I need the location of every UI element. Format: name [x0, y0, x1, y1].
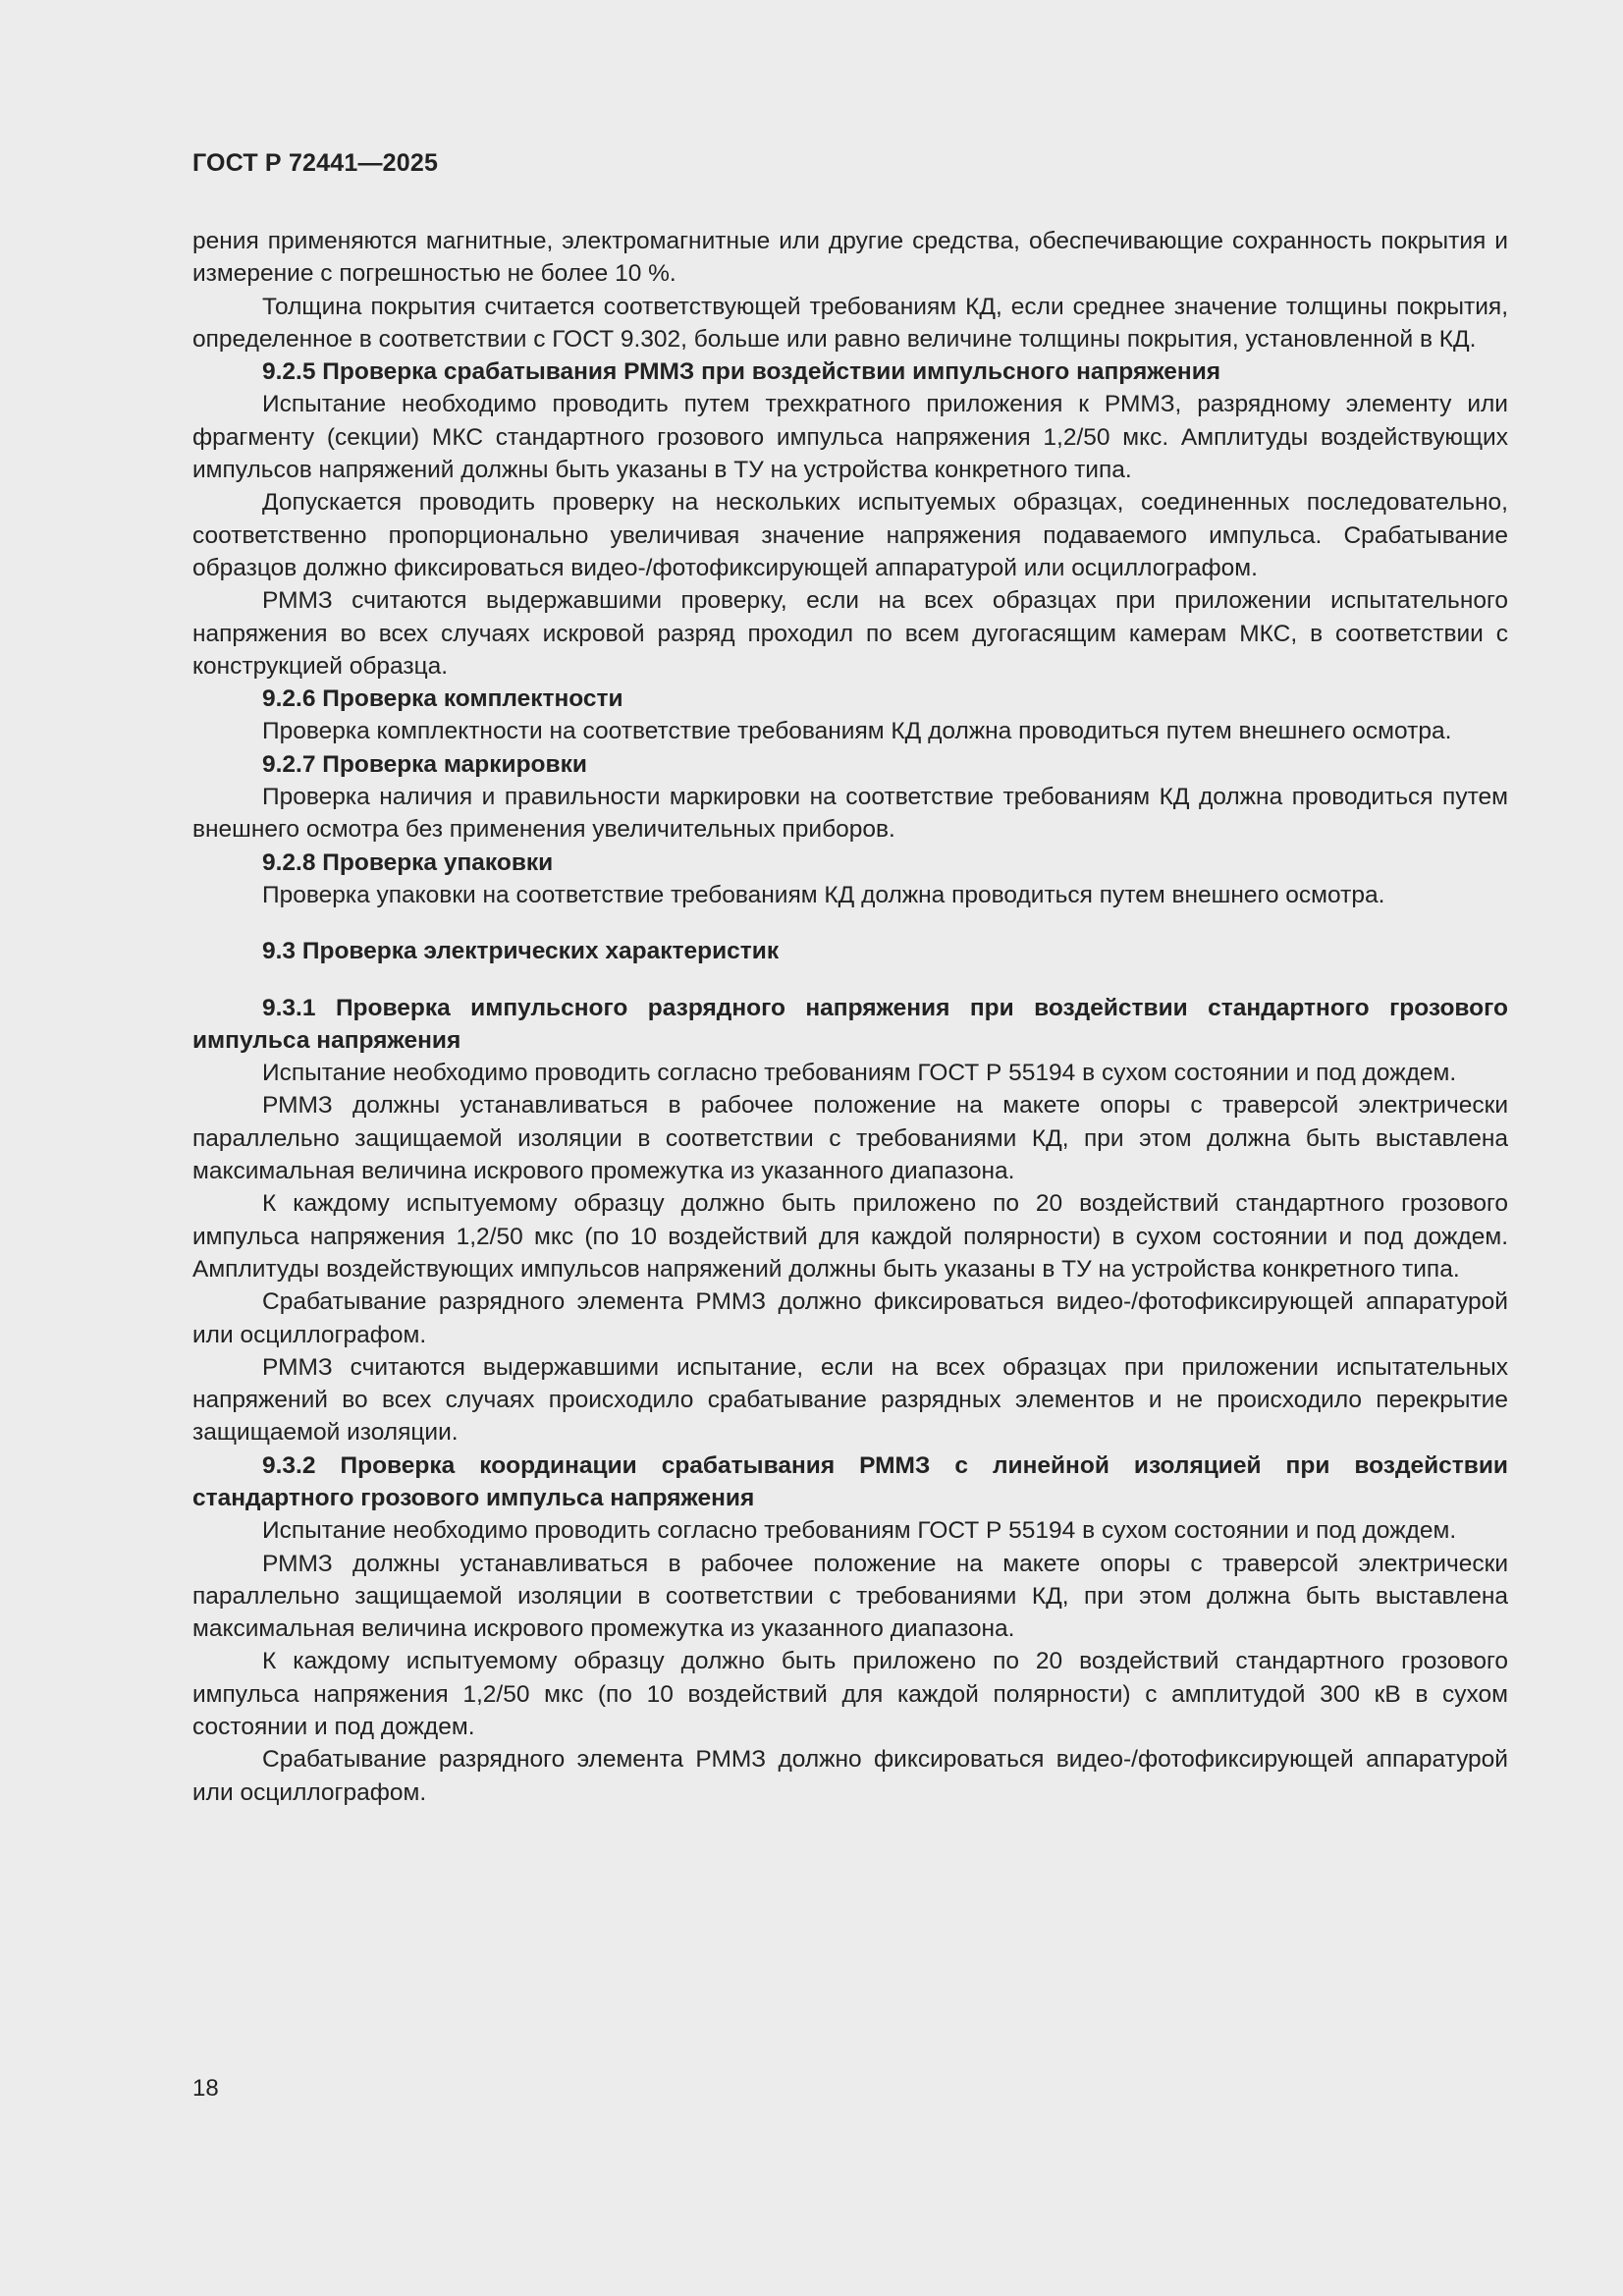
- paragraph: К каждому испытуемому образцу должно быть приложено по 20 воздействий стандартного грозового импульса напряжения 1,2/50 мкс (по 10 воздействий для каждой полярности) в сухом состоянии и под дождем. Амплитуды воздействующих импульсов напряжений должны быть указаны в ТУ на устройства конкретного типа.: [192, 1190, 1508, 1283]
- paragraph: РММЗ должны устанавливаться в рабочее положение на макете опоры с траверсой электрически параллельно защищаемой изоляции в соответствии с требованиями КД, при этом должна быть выставлена максимальная величина искрового промежутка из указанного диапазона.: [192, 1092, 1508, 1185]
- paragraph: Проверка комплектности на соответствие требованиям КД должна проводиться путем внешнего осмотра.: [262, 718, 1452, 745]
- document-body: [192, 225, 1508, 1809]
- document-header: ГОСТ Р 72441—2025: [192, 149, 439, 177]
- paragraph: Испытание необходимо проводить согласно требованиям ГОСТ Р 55194 в сухом состоянии и под дождем.: [262, 1517, 1457, 1545]
- section-heading-9-2-6: 9.2.6 Проверка комплектности: [262, 685, 623, 713]
- section-heading-9-3-2: 9.3.2 Проверка координации срабатывания РММЗ с линейной изоляцией при воздействии стандартного грозового импульса напряжения: [192, 1451, 1508, 1511]
- section-heading-9-2-7: 9.2.7 Проверка маркировки: [262, 750, 587, 778]
- paragraph: Допускается проводить проверку на нескольких испытуемых образцах, соединенных последовательно, соответственно пропорционально увеличивая значение напряжения подаваемого импульса. Срабатывание образцов должно фиксироваться видео-/фотофиксирующей аппаратурой или осциллографом.: [192, 489, 1508, 581]
- section-heading-9-3: 9.3 Проверка электрических характеристик: [262, 938, 780, 965]
- paragraph: К каждому испытуемому образцу должно быть приложено по 20 воздействий стандартного грозового импульса напряжения 1,2/50 мкс (по 10 воздействий для каждой полярности) с амплитудой 300 кВ в сухом состоянии и под дождем.: [192, 1648, 1508, 1741]
- paragraph: РММЗ должны устанавливаться в рабочее положение на макете опоры с траверсой электрически параллельно защищаемой изоляции в соответствии с требованиями КД, при этом должна быть выставлена максимальная величина искрового промежутка из указанного диапазона.: [192, 1550, 1508, 1643]
- paragraph: Испытание необходимо проводить согласно требованиям ГОСТ Р 55194 в сухом состоянии и под дождем.: [262, 1060, 1457, 1087]
- paragraph: Проверка наличия и правильности маркировки на соответствие требованиям КД должна проводиться путем внешнего осмотра без применения увеличительных приборов.: [192, 784, 1508, 844]
- paragraph: Толщина покрытия считается соответствующей требованиям КД, если среднее значение толщины покрытия, определенное в соответствии с ГОСТ 9.302, больше или равно величине толщины покрытия, установленной в КД.: [192, 293, 1508, 353]
- paragraph: Срабатывание разрядного элемента РММЗ должно фиксироваться видео-/фотофиксирующей аппаратурой или осциллографом.: [192, 1288, 1508, 1348]
- paragraph: РММЗ считаются выдержавшими испытание, если на всех образцах при приложении испытательных напряжений во всех случаях происходило срабатывание разрядных элементов и не происходило перекрытие защищаемой изоляции.: [192, 1353, 1508, 1447]
- paragraph: Испытание необходимо проводить путем трехкратного приложения к РММЗ, разрядному элементу или фрагменту (секции) МКС стандартного грозового импульса напряжения 1,2/50 мкс. Амплитуды воздействующих импульсов напряжений должны быть указаны в ТУ на устройства конкретного типа.: [192, 391, 1508, 484]
- paragraph: Проверка упаковки на соответствие требованиям КД должна проводиться путем внешнего осмотра.: [262, 881, 1385, 908]
- section-heading-9-2-8: 9.2.8 Проверка упаковки: [262, 848, 554, 876]
- page-number: 18: [192, 2075, 219, 2102]
- section-heading-9-2-5: 9.2.5 Проверка срабатывания РММЗ при воздействии импульсного напряжения: [262, 358, 1221, 386]
- paragraph: Срабатывание разрядного элемента РММЗ должно фиксироваться видео-/фотофиксирующей аппаратурой или осциллографом.: [192, 1746, 1508, 1806]
- paragraph: рения применяются магнитные, электромагнитные или другие средства, обеспечивающие сохранность покрытия и измерение с погрешностью не более 10 %.: [192, 228, 1508, 288]
- paragraph: РММЗ считаются выдержавшими проверку, если на всех образцах при приложении испытательного напряжения во всех случаях искровой разряд проходил по всем дугогасящим камерам МКС, в соответствии с конструкцией образца.: [192, 587, 1508, 680]
- section-heading-9-3-1: 9.3.1 Проверка импульсного разрядного напряжения при воздействии стандартного грозового импульса напряжения: [192, 994, 1508, 1054]
